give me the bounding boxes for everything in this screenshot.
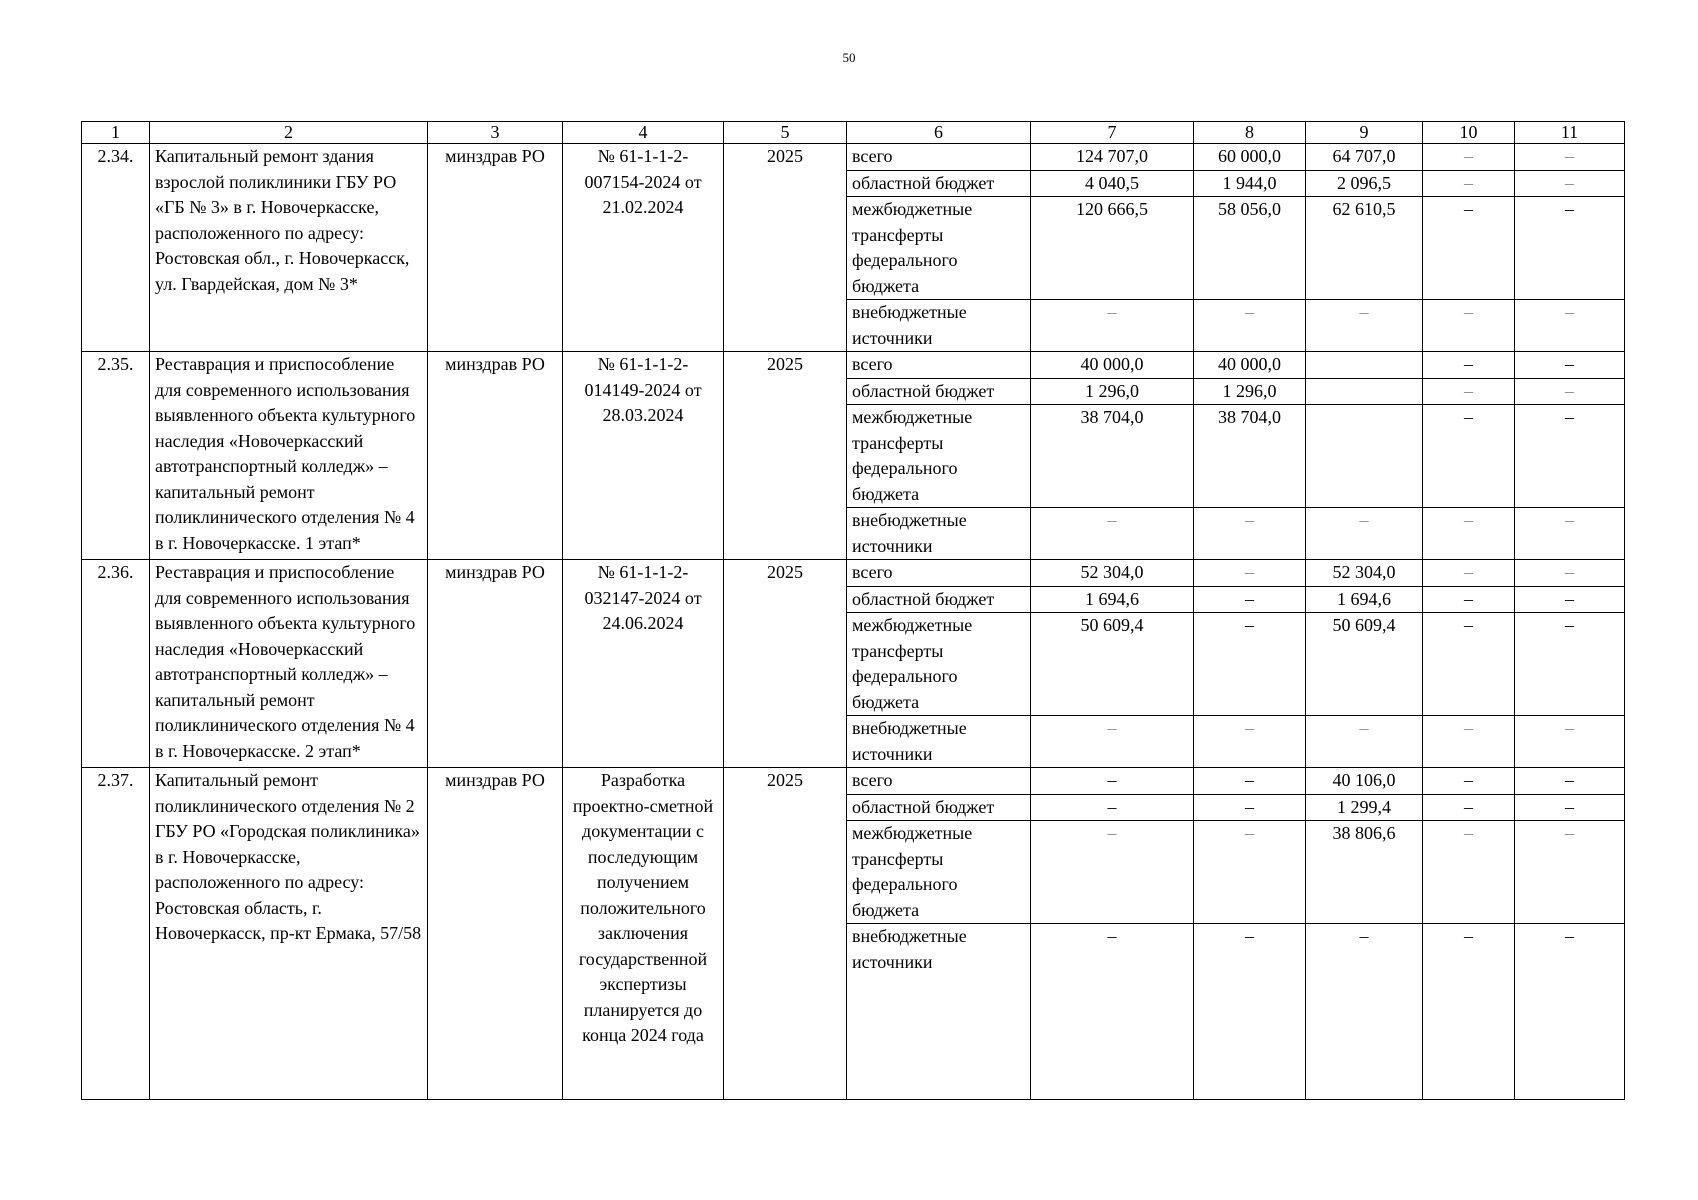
value-cell: – <box>1515 794 1625 821</box>
value-cell: – <box>1423 821 1515 924</box>
value-cell: – <box>1423 586 1515 613</box>
header-row <box>82 122 1625 144</box>
source-label: всего <box>847 768 1031 795</box>
value-cell: – <box>1423 560 1515 587</box>
value-cell: 1 296,0 <box>1031 378 1194 405</box>
value-cell: 124 707,0 <box>1031 144 1194 171</box>
value-cell: – <box>1194 821 1306 924</box>
value-cell: – <box>1423 300 1515 352</box>
value-cell: – <box>1194 613 1306 716</box>
source-label: всего <box>847 560 1031 587</box>
row-number: 2.35. <box>82 352 150 560</box>
value-cell: – <box>1515 560 1625 587</box>
source-label: областной бюджет <box>847 378 1031 405</box>
source-label: межбюджетные трансферты федерального бюджета <box>847 405 1031 508</box>
row-number: 2.37. <box>82 768 150 1100</box>
value-cell: 60 000,0 <box>1194 144 1306 171</box>
value-cell: 120 666,5 <box>1031 197 1194 300</box>
value-cell: – <box>1423 613 1515 716</box>
value-cell: 52 304,0 <box>1306 560 1423 587</box>
value-cell: – <box>1031 768 1194 795</box>
value-cell: 1 296,0 <box>1194 378 1306 405</box>
value-cell: 1 299,4 <box>1306 794 1423 821</box>
value-cell: 50 609,4 <box>1031 613 1194 716</box>
table-row-group <box>82 768 1625 1100</box>
value-cell: – <box>1515 378 1625 405</box>
table-row <box>82 560 1625 587</box>
source-label: областной бюджет <box>847 794 1031 821</box>
value-cell: 50 609,4 <box>1306 613 1423 716</box>
year: 2025 <box>724 768 847 1100</box>
value-cell: – <box>1194 508 1306 560</box>
document-ref: Разработка проектно-сметной документации с последующим получением положительного заключения государственной экспертизы планируется до конца 2024 года <box>563 768 724 1100</box>
year: 2025 <box>724 560 847 768</box>
header-cell: 8 <box>1194 122 1306 144</box>
value-cell: – <box>1031 300 1194 352</box>
value-cell: – <box>1306 924 1423 1100</box>
value-cell: – <box>1515 821 1625 924</box>
executor: минздрав РО <box>428 144 563 352</box>
source-label: межбюджетные трансферты федерального бюджета <box>847 613 1031 716</box>
value-cell: – <box>1194 300 1306 352</box>
value-cell: 58 056,0 <box>1194 197 1306 300</box>
document-ref: № 61-1-1-2-007154-2024 от 21.02.2024 <box>563 144 724 352</box>
value-cell: – <box>1031 508 1194 560</box>
row-number: 2.34. <box>82 144 150 352</box>
source-label: всего <box>847 352 1031 379</box>
value-cell: 38 806,6 <box>1306 821 1423 924</box>
table-row-group <box>82 560 1625 768</box>
value-cell: – <box>1031 821 1194 924</box>
value-cell: – <box>1423 716 1515 768</box>
value-cell: – <box>1423 508 1515 560</box>
value-cell: 52 304,0 <box>1031 560 1194 587</box>
page-number: 50 <box>842 50 856 65</box>
source-label: внебюджетные источники <box>847 924 1031 1100</box>
executor: минздрав РО <box>428 768 563 1100</box>
object-name: Капитальный ремонт здания взрослой поликлиники ГБУ РО «ГБ № 3» в г. Новочеркасске, расположенного по адресу: Ростовская обл., г. Новочеркасск, ул. Гвардейская, дом № 3* <box>150 144 428 352</box>
table-row <box>82 144 1625 171</box>
value-cell: – <box>1515 170 1625 197</box>
value-cell: 2 096,5 <box>1306 170 1423 197</box>
value-cell: – <box>1194 716 1306 768</box>
value-cell: – <box>1194 794 1306 821</box>
value-cell: 1 944,0 <box>1194 170 1306 197</box>
value-cell: – <box>1515 405 1625 508</box>
table-row <box>82 352 1625 379</box>
value-cell: – <box>1515 508 1625 560</box>
object-name: Реставрация и приспособление для современного использования выявленного объекта культурного наследия «Новочеркасский автотранспортный колледж» – капитальный ремонт поликлинического отделения № 4 в г. Новочеркасске. 1 этап* <box>150 352 428 560</box>
object-name: Капитальный ремонт поликлинического отделения № 2 ГБУ РО «Городская поликлиника» в г. Новочеркасске, расположенного по адресу: Ростовская область, г. Новочеркасск, пр-кт Ермака, 57/58 <box>150 768 428 1100</box>
value-cell: – <box>1194 924 1306 1100</box>
value-cell: – <box>1423 794 1515 821</box>
year: 2025 <box>724 352 847 560</box>
value-cell: 40 000,0 <box>1031 352 1194 379</box>
value-cell: – <box>1194 560 1306 587</box>
value-cell: – <box>1423 144 1515 171</box>
year: 2025 <box>724 144 847 352</box>
value-cell: 64 707,0 <box>1306 144 1423 171</box>
value-cell: – <box>1423 405 1515 508</box>
document-ref: № 61-1-1-2-014149-2024 от 28.03.2024 <box>563 352 724 560</box>
value-cell: – <box>1423 378 1515 405</box>
source-label: внебюджетные источники <box>847 508 1031 560</box>
value-cell: – <box>1515 716 1625 768</box>
value-cell: – <box>1515 924 1625 1100</box>
value-cell: 1 694,6 <box>1031 586 1194 613</box>
value-cell: – <box>1306 300 1423 352</box>
table-row-group <box>82 352 1625 560</box>
header-cell: 3 <box>428 122 563 144</box>
value-cell: – <box>1031 716 1194 768</box>
value-cell: – <box>1031 794 1194 821</box>
value-cell: – <box>1194 586 1306 613</box>
source-label: внебюджетные источники <box>847 300 1031 352</box>
header-cell: 9 <box>1306 122 1423 144</box>
source-label: всего <box>847 144 1031 171</box>
value-cell <box>1306 405 1423 508</box>
value-cell: 38 704,0 <box>1031 405 1194 508</box>
value-cell: – <box>1423 170 1515 197</box>
header-cell: 6 <box>847 122 1031 144</box>
object-name: Реставрация и приспособление для современного использования выявленного объекта культурного наследия «Новочеркасский автотранспортный колледж» – капитальный ремонт поликлинического отделения № 4 в г. Новочеркасске. 2 этап* <box>150 560 428 768</box>
source-label: межбюджетные трансферты федерального бюджета <box>847 197 1031 300</box>
value-cell: – <box>1423 924 1515 1100</box>
value-cell: – <box>1031 924 1194 1100</box>
source-label: областной бюджет <box>847 170 1031 197</box>
header-cell: 2 <box>150 122 428 144</box>
value-cell: 62 610,5 <box>1306 197 1423 300</box>
value-cell: 40 106,0 <box>1306 768 1423 795</box>
value-cell: – <box>1515 144 1625 171</box>
value-cell: 4 040,5 <box>1031 170 1194 197</box>
value-cell: – <box>1515 768 1625 795</box>
value-cell: – <box>1515 352 1625 379</box>
value-cell: – <box>1423 768 1515 795</box>
header-cell: 5 <box>724 122 847 144</box>
row-number: 2.36. <box>82 560 150 768</box>
source-label: межбюджетные трансферты федерального бюджета <box>847 821 1031 924</box>
document-ref: № 61-1-1-2-032147-2024 от 24.06.2024 <box>563 560 724 768</box>
value-cell: 1 694,6 <box>1306 586 1423 613</box>
header-cell: 1 <box>82 122 150 144</box>
value-cell: – <box>1194 768 1306 795</box>
value-cell: – <box>1306 508 1423 560</box>
header-cell: 11 <box>1515 122 1625 144</box>
value-cell: 38 704,0 <box>1194 405 1306 508</box>
value-cell: – <box>1423 352 1515 379</box>
value-cell: 40 000,0 <box>1194 352 1306 379</box>
budget-table <box>81 121 1625 1100</box>
header-cell: 10 <box>1423 122 1515 144</box>
header-cell: 7 <box>1031 122 1194 144</box>
source-label: областной бюджет <box>847 586 1031 613</box>
value-cell: – <box>1515 613 1625 716</box>
value-cell: – <box>1515 586 1625 613</box>
value-cell <box>1306 378 1423 405</box>
value-cell: – <box>1423 197 1515 300</box>
header-cell: 4 <box>563 122 724 144</box>
value-cell: – <box>1306 716 1423 768</box>
value-cell: – <box>1515 300 1625 352</box>
table-row <box>82 768 1625 795</box>
executor: минздрав РО <box>428 352 563 560</box>
executor: минздрав РО <box>428 560 563 768</box>
source-label: внебюджетные источники <box>847 716 1031 768</box>
value-cell <box>1306 352 1423 379</box>
value-cell: – <box>1515 197 1625 300</box>
table-row-group <box>82 144 1625 352</box>
